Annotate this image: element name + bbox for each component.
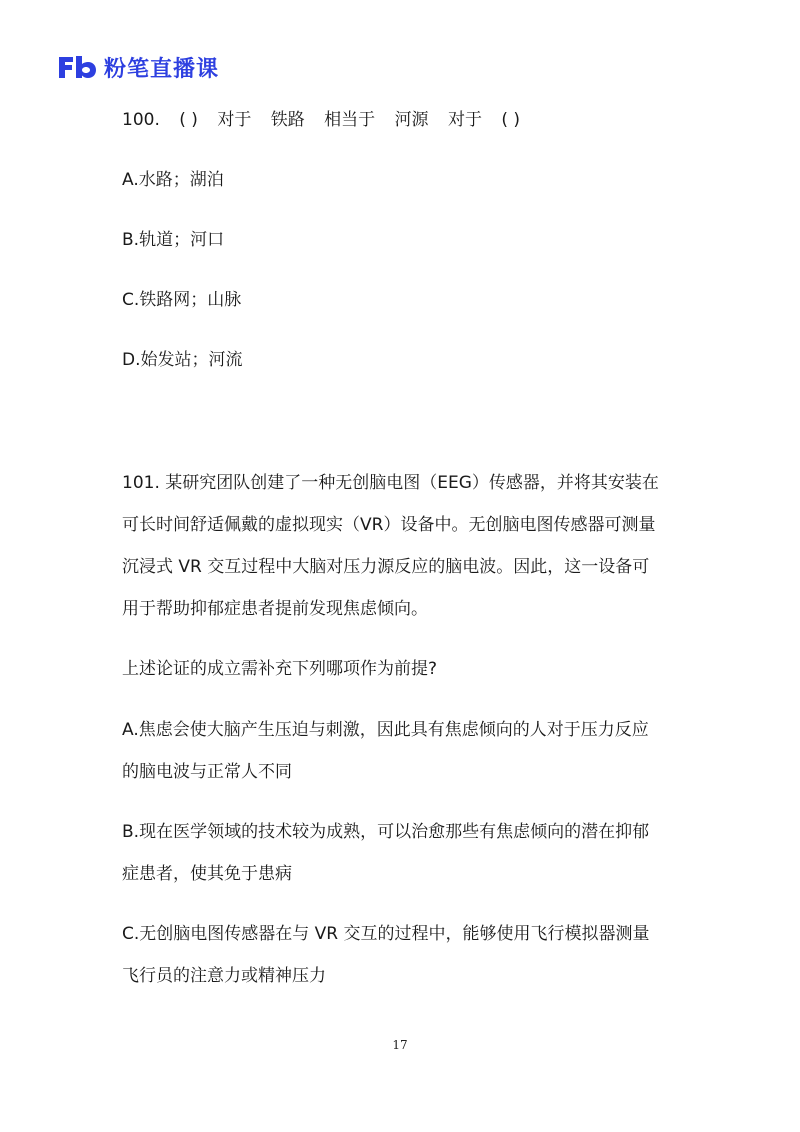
word-4: 河源 (394, 110, 429, 130)
option-b: B.轨道；河口 (122, 230, 225, 250)
word-5: 对于 (447, 110, 482, 130)
question-100-stem (122, 108, 534, 132)
question-101-stem-line: 可长时间舒适佩戴的虚拟现实（VR）设备中。无创脑电图传感器可测量 (122, 515, 656, 535)
word-1: 对于 (217, 110, 252, 130)
word-3: 相当于 (324, 110, 376, 130)
blank-1: ( ) (179, 110, 198, 130)
question-number: 100. (122, 110, 160, 130)
brand-title: 粉笔直播课 (104, 56, 220, 82)
word-2: 铁路 (270, 110, 305, 130)
option-b-line: B.现在医学领域的技术较为成熟，可以治愈那些有焦虑倾向的潜在抑郁 (122, 822, 650, 842)
option-c-line: C.无创脑电图传感器在与 VR 交互的过程中，能够使用飞行模拟器测量 (122, 924, 650, 944)
question-101-stem-line: 101. 某研究团队创建了一种无创脑电图（EEG）传感器，并将其安装在 (122, 473, 659, 493)
option-b-line: 症患者，使其免于患病 (122, 864, 292, 884)
option-c-line: 飞行员的注意力或精神压力 (122, 966, 326, 986)
page-number: 17 (392, 1038, 408, 1052)
option-a: A.水路；湖泊 (122, 170, 224, 190)
question-101-stem-line: 用于帮助抑郁症患者提前发现焦虑倾向。 (122, 599, 428, 619)
option-c: C.铁路网；山脉 (122, 290, 242, 310)
option-a-line: A.焦虑会使大脑产生压迫与刺激，因此具有焦虑倾向的人对于压力反应 (122, 720, 649, 740)
fenbi-logo-icon (56, 53, 98, 81)
blank-2: ( ) (501, 110, 521, 130)
option-a-line: 的脑电波与正常人不同 (122, 762, 292, 782)
question-101-stem-line: 沉浸式 VR 交互过程中大脑对压力源反应的脑电波。因此，这一设备可 (122, 557, 650, 577)
header (56, 52, 219, 82)
question-101-prompt: 上述论证的成立需补充下列哪项作为前提? (122, 659, 438, 679)
option-d: D.始发站；河流 (122, 350, 243, 370)
